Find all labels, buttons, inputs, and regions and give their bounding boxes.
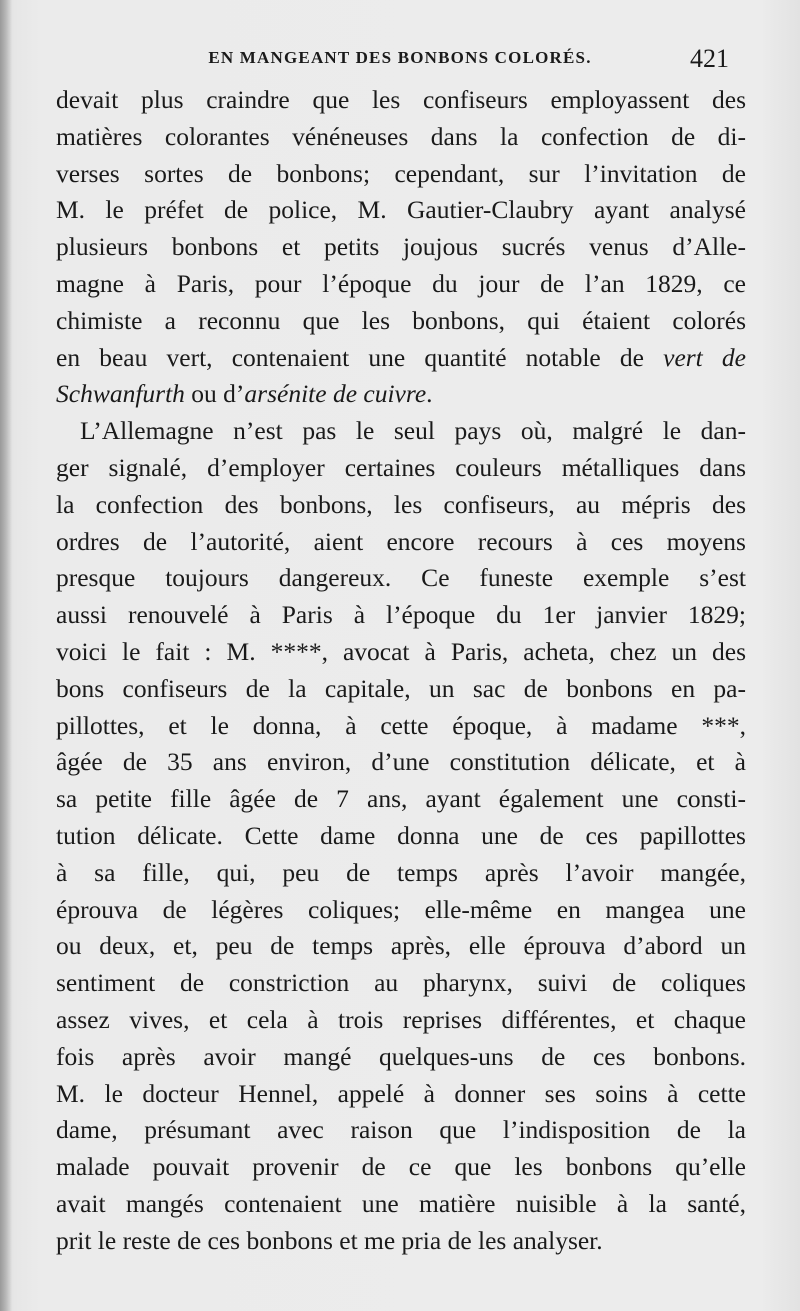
text-segment: malade pouvait provenir de ce que les bonbons qu’elle <box>56 1152 746 1182</box>
text-segment: sentiment de constriction au pharynx, suivi de coliques <box>56 968 746 998</box>
text-line <box>56 634 746 671</box>
text-line <box>56 487 746 524</box>
text-segment: voici le fait : M. ****, avocat à Paris, acheta, chez un des <box>56 636 746 666</box>
text-line <box>56 192 746 229</box>
text-segment: en beau vert, contenaient une quantité notable de <box>56 342 664 372</box>
text-segment: tution délicate. Cette dame donna une de ces papillottes <box>56 820 746 850</box>
text-line <box>56 1186 746 1223</box>
text-line <box>56 560 746 597</box>
text-line <box>56 340 746 377</box>
text-line <box>56 1039 746 1076</box>
text-segment: verses sortes de bonbons; cependant, sur l’invitation de <box>56 158 746 188</box>
text-line <box>56 928 746 965</box>
text-segment: M. le docteur Hennel, appelé à donner ses soins à cette <box>56 1078 746 1108</box>
text-line <box>56 744 746 781</box>
text-segment: plusieurs bonbons et petits joujous sucrés venus d’Alle- <box>56 232 746 262</box>
text-segment: prit le reste de ces bonbons et me pria de les analyser. <box>56 1225 603 1255</box>
text-segment: matières colorantes vénéneuses dans la confection de di- <box>56 121 746 151</box>
italic-text: Schwanfurth <box>56 379 185 409</box>
text-segment: à sa fille, qui, peu de temps après l’avoir mangée, <box>56 857 746 887</box>
paragraph <box>56 413 746 1259</box>
text-line <box>56 818 746 855</box>
text-segment: ou deux, et, peu de temps après, elle éprouva d’abord un <box>56 931 746 961</box>
text-segment: M. le préfet de police, M. Gautier-Claubry ayant analysé <box>56 195 746 225</box>
text-segment: L’Allemagne n’est pas le seul pays où, malgré le dan- <box>80 416 746 446</box>
page-number: 421 <box>690 44 729 73</box>
text-line <box>56 1112 746 1149</box>
text-segment: magne à Paris, pour l’époque du jour de l’an 1829, ce <box>56 268 746 298</box>
text-segment: pillottes, et le donna, à cette époque, à madame ***, <box>56 710 746 740</box>
text-line <box>56 892 746 929</box>
text-line <box>56 524 746 561</box>
italic-text: vert de <box>663 342 746 372</box>
body-text <box>56 82 746 1260</box>
text-line <box>56 781 746 818</box>
text-line <box>56 1149 746 1186</box>
text-segment: chimiste a reconnu que les bonbons, qui étaient colorés <box>56 305 746 335</box>
running-title: EN MANGEANT DES BONBONS COLORÉS. <box>208 48 592 67</box>
text-segment: bons confiseurs de la capitale, un sac de bonbons en pa- <box>56 673 746 703</box>
text-segment: sa petite fille âgée de 7 ans, ayant également une consti- <box>56 784 746 814</box>
text-line <box>56 266 746 303</box>
text-line <box>56 1223 746 1260</box>
text-segment: avait mangés contenaient une matière nuisible à la santé, <box>56 1188 746 1218</box>
text-line <box>56 855 746 892</box>
text-segment: éprouva de légères coliques; elle-même en mangea une <box>56 894 746 924</box>
text-line <box>56 1002 746 1039</box>
text-line <box>56 82 746 119</box>
text-segment: ordres de l’autorité, aient encore recours à ces moyens <box>56 526 746 556</box>
paragraph <box>56 82 746 413</box>
text-segment: ou d’ <box>184 379 245 409</box>
text-line <box>56 671 746 708</box>
text-line <box>56 597 746 634</box>
text-segment: assez vives, et cela à trois reprises différentes, et chaque <box>56 1004 746 1034</box>
text-line <box>56 708 746 745</box>
text-line <box>56 119 746 156</box>
text-segment: dame, présumant avec raison que l’indisposition de la <box>56 1115 746 1145</box>
text-segment: ger signalé, d’employer certaines couleurs métalliques dans <box>56 452 746 482</box>
text-segment: presque toujours dangereux. Ce funeste exemple s’est <box>56 563 746 593</box>
text-line <box>56 965 746 1002</box>
italic-text: arsénite de cuivre <box>244 379 427 409</box>
text-line <box>56 156 746 193</box>
text-segment: fois après avoir mangé quelques-uns de ces bonbons. <box>56 1041 746 1071</box>
text-segment: . <box>426 379 433 409</box>
text-line <box>56 303 746 340</box>
text-line <box>56 229 746 266</box>
text-line <box>56 413 746 450</box>
page-gutter-shadow <box>0 0 12 1311</box>
text-segment: âgée de 35 ans environ, d’une constitution délicate, et à <box>56 747 746 777</box>
text-segment: aussi renouvelé à Paris à l’époque du 1er janvier 1829; <box>56 600 746 630</box>
text-line <box>56 376 746 413</box>
text-line <box>56 1076 746 1113</box>
text-segment: devait plus craindre que les confiseurs employassent des <box>56 85 746 114</box>
text-line <box>56 450 746 487</box>
text-segment: la confection des bonbons, les confiseurs, au mépris des <box>56 489 746 519</box>
